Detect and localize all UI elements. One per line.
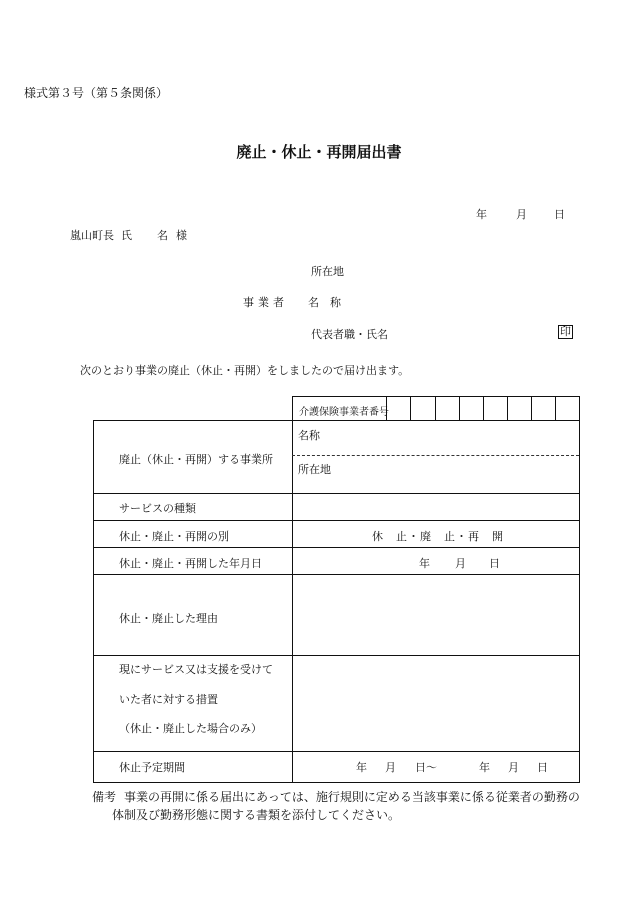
category-value: 休 止・廃 止・再 開 — [372, 530, 504, 543]
category-label: 休止・廃止・再開の別 — [119, 530, 229, 543]
office-label: 廃止（休止・再開）する事業所 — [119, 453, 273, 466]
notes-line-1: 事業の再開に係る届出にあっては、施行規則に定める当該事業に係る従業者の勤務の — [124, 790, 580, 804]
form-number: 様式第３号（第５条関係） — [24, 86, 169, 100]
office-address-label: 所在地 — [298, 463, 331, 476]
provider-number-box-5[interactable] — [483, 396, 484, 420]
page-title: 廃止・休止・再開届出書 — [236, 143, 402, 161]
applicant-label: 事業者 — [243, 296, 288, 309]
provider-number-box-3[interactable] — [435, 396, 436, 420]
applicant-rep-label: 代表者職・氏名 — [311, 328, 388, 341]
addressee-sama: 様 — [176, 229, 187, 242]
date-year-label: 年 — [476, 208, 487, 221]
provider-number-box-4[interactable] — [459, 396, 460, 420]
change-date-day: 日 — [489, 557, 500, 570]
change-date-year: 年 — [419, 557, 430, 570]
period-year-1: 年 — [356, 761, 367, 774]
applicant-name-label: 名 称 — [308, 296, 341, 309]
date-day-label: 日 — [554, 208, 565, 221]
period-year-2: 年 — [479, 761, 490, 774]
addressee-town: 嵐山町長 — [70, 229, 114, 242]
notes-label: 備考 — [92, 790, 117, 804]
addressee-mei: 名 — [157, 229, 168, 242]
applicant-address-label: 所在地 — [311, 265, 344, 278]
addressee-shi: 氏 — [121, 229, 132, 242]
service-type-label: サービスの種類 — [119, 502, 196, 515]
period-label: 休止予定期間 — [119, 761, 185, 774]
period-month-1: 月 — [385, 761, 396, 774]
change-date-month: 月 — [455, 557, 466, 570]
period-day-2: 日 — [537, 761, 548, 774]
notes-line-2: 体制及び勤務形態に関する書類を添付してください。 — [112, 808, 401, 822]
period-day-1: 日〜 — [415, 761, 437, 774]
provider-number-box-7[interactable] — [531, 396, 532, 420]
reason-label: 休止・廃止した理由 — [119, 612, 218, 625]
provider-number-box-8[interactable] — [555, 396, 556, 420]
date-month-label: 月 — [516, 208, 527, 221]
period-month-2: 月 — [508, 761, 519, 774]
provider-number-label: 介護保険事業者番号 — [299, 407, 389, 418]
measures-label-line3: （休止・廃止した場合のみ） — [119, 722, 262, 735]
measures-label-line1: 現にサービス又は支援を受けて — [119, 663, 273, 676]
measures-label-line2: いた者に対する措置 — [119, 693, 218, 706]
provider-number-box-2[interactable] — [410, 396, 411, 420]
office-name-label: 名称 — [298, 429, 320, 442]
date-label: 休止・廃止・再開した年月日 — [119, 557, 262, 570]
seal-mark: 印 — [560, 325, 571, 338]
intro-text: 次のとおり事業の廃止（休止・再開）をしましたので届け出ます。 — [80, 364, 410, 377]
provider-number-box-6[interactable] — [507, 396, 508, 420]
